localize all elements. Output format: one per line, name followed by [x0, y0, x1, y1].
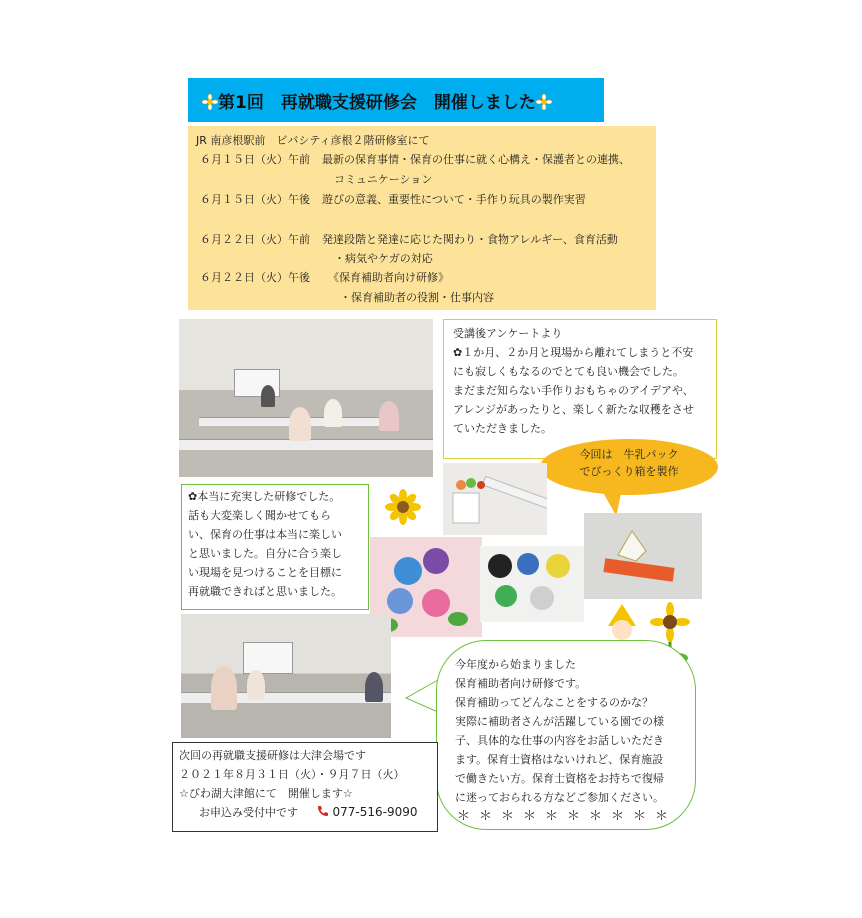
craft-toy-illustration — [443, 463, 547, 535]
seminar-photo-1 — [179, 319, 433, 477]
session-content: 《保育補助者向け研修》 — [328, 271, 449, 284]
seminar-photo-2 — [181, 614, 391, 738]
session-date: ６月２２日（火）午前 — [200, 233, 310, 246]
title-bar — [188, 78, 604, 122]
daisy-flower-icon — [536, 94, 552, 110]
bubble-line: でびっくり箱を製作 — [579, 465, 679, 478]
schedule-panel — [188, 126, 656, 310]
intro-line: で働きたい方。保育士資格をお持ちで復帰 — [455, 772, 664, 785]
session-date: ６月２２日（火）午後 — [200, 271, 310, 284]
craft-photo-animal-cards — [480, 546, 584, 622]
next-session-venue: ☆びわ湖大津館にて 開催します☆ — [179, 787, 353, 800]
impression-line: 再就職できればと思いました。 — [188, 585, 342, 598]
session-content-cont: コミュニケーション — [334, 173, 433, 186]
survey-line: にも寂しくもなるのでとても良い機会でした。 — [453, 365, 684, 378]
bubble-tail — [404, 676, 440, 716]
intro-line: ます。保育士資格はないけれど、保育施設 — [455, 753, 664, 766]
impression-box — [181, 484, 369, 610]
sunflower-icon — [378, 487, 428, 527]
application-row — [179, 803, 435, 822]
milk-carton-bubble — [540, 439, 718, 495]
survey-heading: 受講後アンケートより — [453, 327, 563, 340]
phone-number[interactable]: 077-516-9090 — [332, 805, 418, 819]
session-content-cont: ・保育補助者の役割・仕事内容 — [340, 291, 494, 304]
next-session-line: 次回の再就職支援研修は大津会場です — [179, 749, 366, 762]
bubble-line: 今回は 牛乳パック — [579, 448, 679, 461]
page-title — [202, 88, 552, 113]
daisy-flower-icon — [202, 94, 218, 110]
next-session-dates: ２０２１年８月３１日（火）・９月７日（火） — [179, 768, 405, 781]
impression-line: い、保育の仕事は本当に楽しい — [188, 528, 342, 541]
survey-line: ✿１か月、２か月と現場から離れてしまうと不安 — [453, 346, 694, 359]
session-content: 最新の保育事情・保育の仕事に就く心構え・保護者との連携、 — [322, 153, 630, 166]
intro-line: 今年度から始まりました — [455, 658, 576, 671]
title-text: 第1回 再就職支援研修会 開催しました — [218, 93, 536, 113]
craft-photo-toy — [443, 463, 547, 535]
survey-line: まだまだ知らない手作りおもちゃのアイデアや、 — [453, 384, 694, 397]
venue-text: JR 南彦根駅前 ビバシティ彦根２階研修室にて — [196, 134, 430, 147]
intro-line: 子、具体的な仕事の内容をお話しいただき — [455, 734, 664, 747]
survey-box — [443, 319, 717, 459]
impression-line: 話も大変楽しく聞かせてもら — [188, 509, 331, 522]
intro-line: に迷っておられる方などご参加ください。 — [455, 791, 664, 804]
survey-line: ていただきました。 — [453, 422, 552, 435]
session-content: 発達段階と発達に応じた関わり・食物アレルギー、食育活動 — [322, 233, 618, 246]
intro-line: 保育補助者向け研修です。 — [455, 677, 587, 690]
phone-icon — [317, 805, 329, 817]
intro-line: 保育補助ってどんなことをするのかな？ — [455, 696, 653, 709]
star-divider: ＊＊＊＊＊＊＊＊＊＊ — [457, 809, 678, 824]
session-content-cont: ・病気やケガの対応 — [334, 252, 433, 265]
application-text: お申込み受付中です — [199, 806, 298, 819]
jack-in-box-illustration — [584, 513, 702, 599]
intro-line: 実際に補助者さんが活躍している園での様 — [455, 715, 664, 728]
session-date: ６月１５日（火）午前 — [200, 153, 310, 166]
session-date: ６月１５日（火）午後 — [200, 193, 310, 206]
next-session-box — [172, 742, 438, 832]
session-content: 遊びの意義、重要性について・手作り玩具の製作実習 — [322, 193, 586, 206]
craft-photo-jack-in-box — [584, 513, 702, 599]
animal-cards-illustration — [480, 546, 584, 622]
intro-bubble — [436, 640, 696, 830]
impression-line: と思いました。自分に合う楽し — [188, 547, 342, 560]
impression-line: い現場を見つけることを目標に — [188, 566, 342, 579]
impression-line: ✿本当に充実した研修でした。 — [188, 490, 341, 503]
survey-line: アレンジがあったりと、楽しく新たな収穫をさせ — [453, 403, 694, 416]
